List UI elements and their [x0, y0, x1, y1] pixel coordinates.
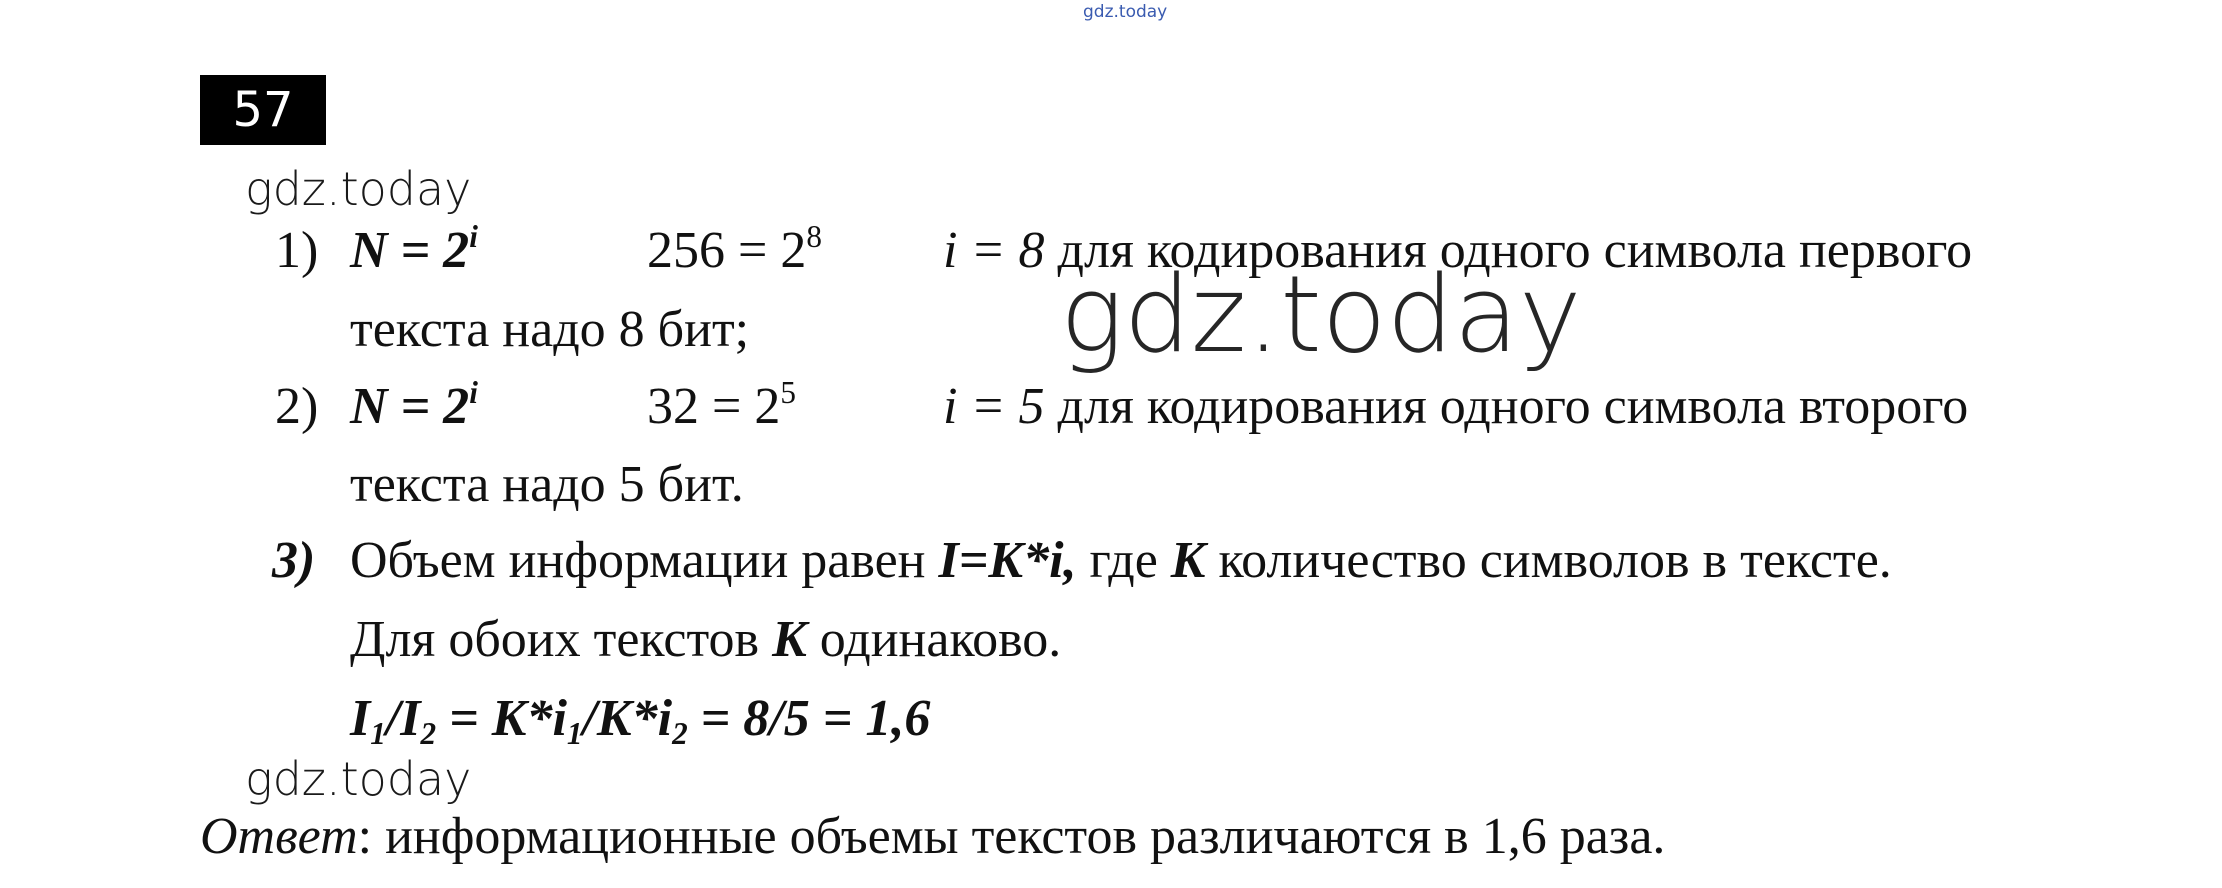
- item-3-number: 3): [272, 532, 316, 589]
- ratio-equation: $I_1/I_2 = K*i_1/K*i_2 = 8/5 = 1,6$: [350, 690, 931, 752]
- item-2-number: 2): [275, 378, 319, 435]
- item-1-continuation: текста надо 8 бит;: [350, 301, 750, 358]
- answer-text: : информационные объемы текстов различаются в 1,6 раза.: [357, 808, 1666, 865]
- item-2-calculation: $32 = 2^5$: [647, 374, 796, 435]
- watermark-top: gdz.today: [1083, 2, 1168, 22]
- item-3-line-2: Для обоих текстов K одинаково.: [350, 611, 1062, 668]
- watermark-small-2: gdz.today: [245, 752, 472, 806]
- task-number-badge: 57: [200, 75, 326, 145]
- item-1-explanation: i = 8 для кодирования одного символа первого: [943, 222, 1973, 279]
- item-2-formula: $N = 2^i$: [350, 374, 478, 435]
- item-2-continuation: текста надо 5 бит.: [350, 456, 744, 513]
- watermark-small-1: gdz.today: [245, 162, 472, 216]
- item-1-calculation: $256 = 2^8$: [647, 218, 822, 279]
- item-1-formula: $N = 2^i$: [350, 218, 478, 279]
- item-3-text: Объем информации равен I=K*i, где K количество символов в тексте.: [350, 532, 1892, 589]
- answer-line: [200, 808, 1666, 865]
- answer-label: Ответ: [200, 808, 358, 865]
- watermark-large: gdz.today: [1060, 253, 1582, 376]
- item-2-explanation: i = 5 для кодирования одного символа второго: [943, 378, 1969, 435]
- item-1-number: 1): [275, 222, 319, 279]
